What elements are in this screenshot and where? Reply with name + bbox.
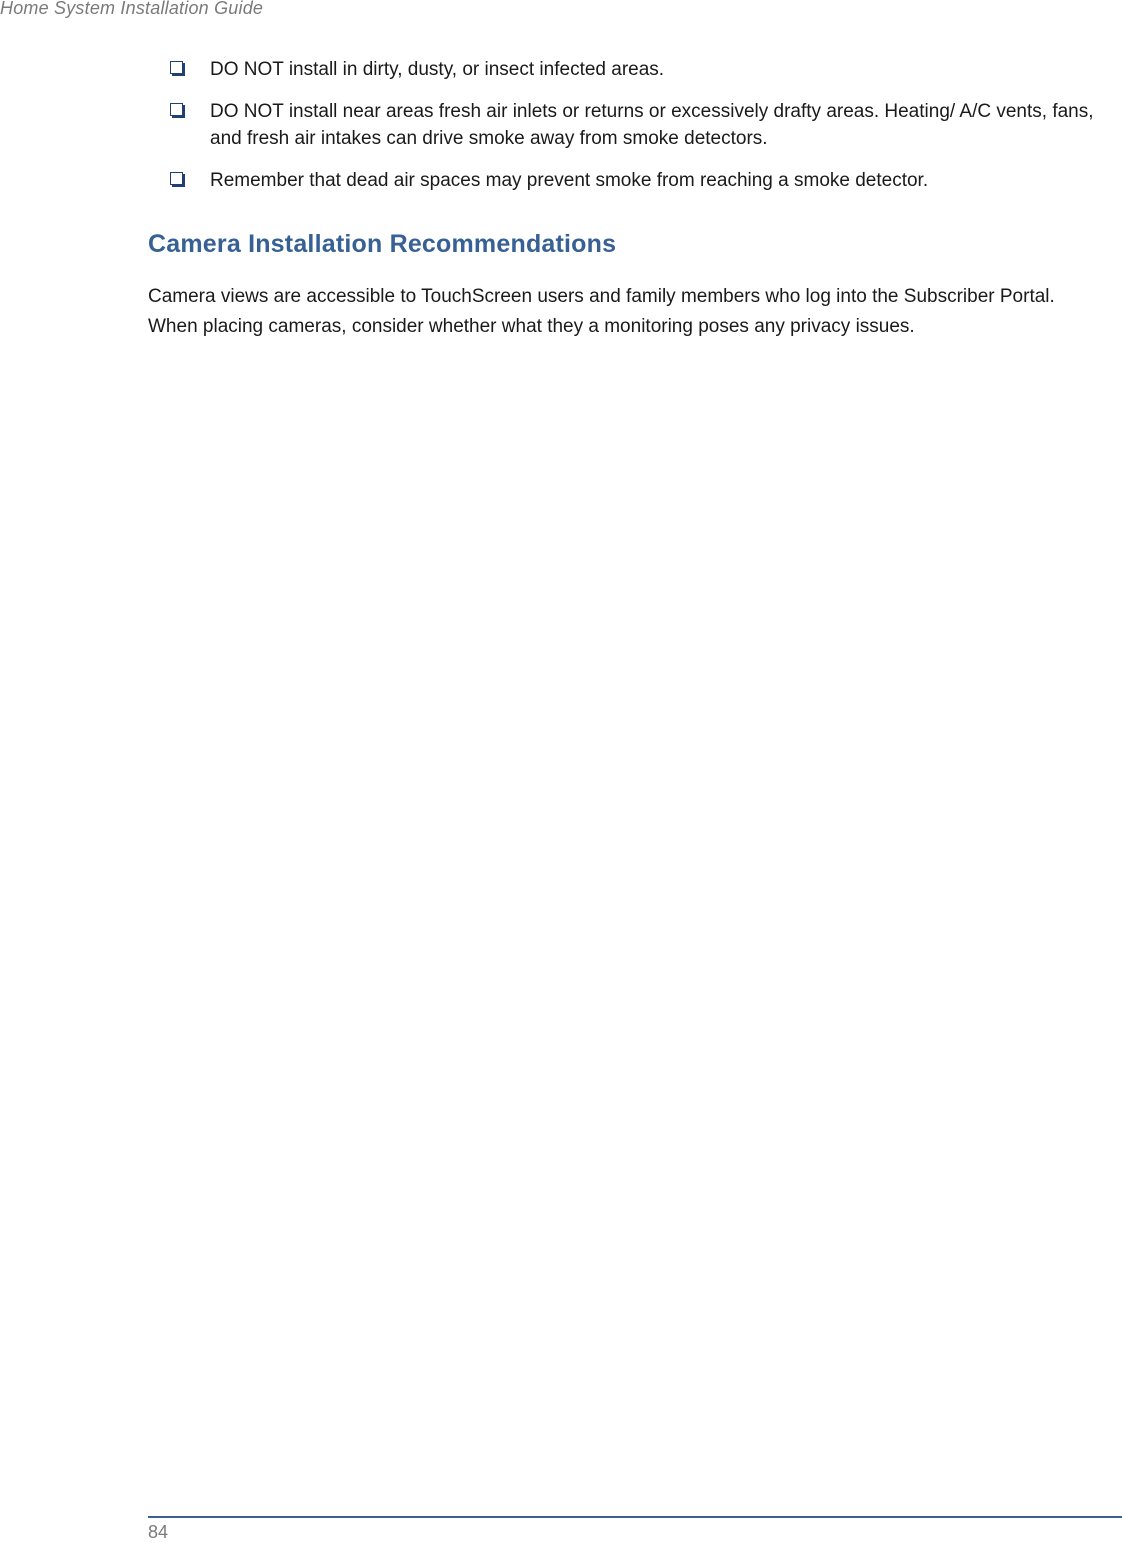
footer-divider	[148, 1516, 1122, 1518]
list-item-text: DO NOT install near areas fresh air inlets or returns or excessively drafty areas. Heating/ A/C vents, fans, and fresh air intakes can drive smoke away from smoke detectors.	[210, 101, 1094, 149]
list-item	[170, 98, 1122, 152]
list-item-text: DO NOT install in dirty, dusty, or insect infected areas.	[210, 59, 665, 80]
section-heading: Camera Installation Recommendations	[148, 230, 617, 258]
list-item	[170, 167, 1122, 194]
list-item	[170, 56, 1122, 83]
checkbox-bullet-icon	[170, 172, 183, 185]
body-paragraph: Camera views are accessible to TouchScreen users and family members who log into the Subscriber Portal. When placing cameras, consider whether what they a monitoring poses any privacy issues.	[148, 286, 1055, 337]
page-number: 84	[148, 1522, 169, 1542]
running-header: Home System Installation Guide	[0, 0, 264, 18]
list-item-text: Remember that dead air spaces may prevent smoke from reaching a smoke detector.	[210, 170, 929, 191]
checkbox-bullet-icon	[170, 61, 183, 74]
bullet-list	[170, 56, 1122, 209]
checkbox-bullet-icon	[170, 103, 183, 116]
